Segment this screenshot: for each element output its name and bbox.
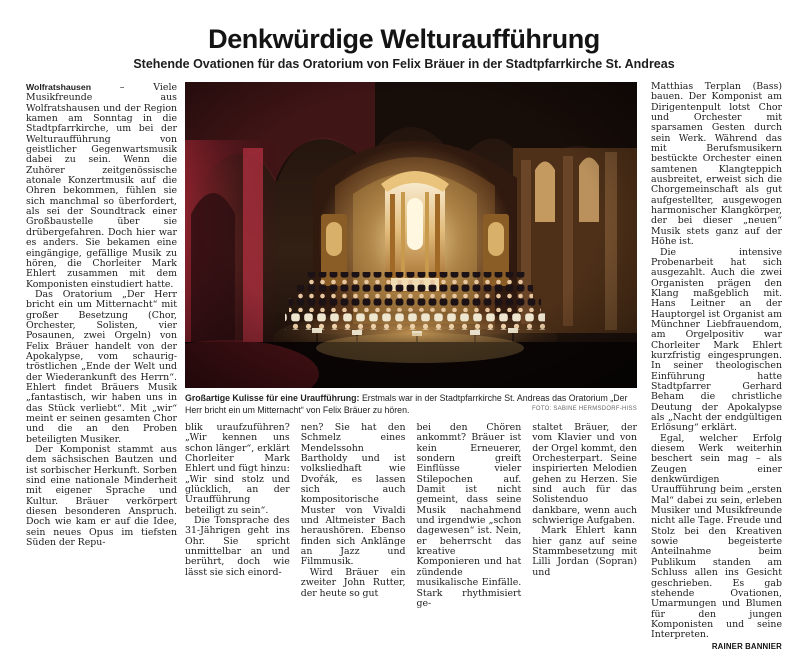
column-5 bbox=[532, 423, 637, 609]
caption-lead: Großartige Kulisse für eine Uraufführung: bbox=[185, 393, 360, 403]
center-section bbox=[185, 82, 637, 609]
paragraph: Die Tonsprache des 31-Jährigen geht ins Ohr. Sie spricht unmittelbar an und berührt, doch wie lässt sie sich einord- bbox=[185, 515, 290, 578]
column-2 bbox=[185, 423, 290, 609]
paragraph: Der Komponist stammt aus dem sächsischen Bautzen und ist sorbischer Herkunft. Sorben sind eine nationale Minderheit mit eigener Sprache und Kultur. Bräuer verkörpert diesen besonderen Anspruch. Doch wie kam er auf die Idee, sein neues Opus im tiefsten Süden der Repu- bbox=[26, 444, 177, 549]
paragraph: nen? Sie hat den Schmelz eines Mendelssohn Bartholdy und ist volksliedhaft wie Dvořák, es lassen sich auch kompositorische Muster von Vivaldi und Altmeister Bach heraushören. Ebenso finden sich Anklänge an Jazz und Filmmusik. bbox=[300, 422, 406, 568]
caption-text: Erstmals war in der Stadtpfarrkirche St. Andreas das Oratorium „Der Herr bricht ein um Mitternacht“ von Felix Bräuer zu hören. bbox=[185, 393, 628, 415]
headline: Denkwürdige Welturaufführung bbox=[208, 24, 600, 54]
article-body bbox=[26, 82, 782, 651]
subheadline: Stehende Ovationen für das Oratorium von Felix Bräuer in der Stadtpfarrkirche St. Andreas bbox=[133, 57, 675, 71]
paragraph: Das Oratorium „Der Herr bricht ein um Mitternacht“ mit großer Besetzung (Chor, Orchester, Solisten, vier Posaunen, zwei Orgeln) von Felix Bräuer handelt von der Apokalypse, vom schaurig-tröstlichen „Ende der Welt und der Wiederankunft des Herrn“. Ehlert findet Bräuers Musik „fantastisch, wir haben uns in das Stück verliebt“. Mit „wir“ meint er seinen gesamten Chor und die an den Proben beteiligten Musiker. bbox=[26, 288, 177, 445]
columns-under-photo bbox=[185, 423, 637, 609]
paragraph: bei den Chören ankommt? Bräuer ist kein Erneuerer, sondern greift Einflüsse vieler Stilepochen auf. Damit ist nicht gemeint, dass seine Musik nachahmend und irgendwie „schon dagewesen“ ist. Nein, er beherrscht das kreative Komponieren und hat zündende musikalische Einfälle. Stark rhythmisiert ge- bbox=[416, 422, 522, 609]
paragraph: Mark Ehlert kann hier ganz auf seine Stammbesetzung mit Lilli Jordan (Sopran) und bbox=[532, 525, 637, 578]
paragraph-text: Egal, welcher Erfolg diesem Werk weiterhin beschert sein mag – als Zeugen einer denkwürdigen Uraufführung beim „ersten Mal“ dabei zu sein, erleben Musiker und Musikfreunde nicht alle Tage. Freude und Stolz bei den Kreativen sowie begeisterte Anteilnahme beim Publikum standen am Schluss allen ins Gesicht geschrieben. Es gab stehende Ovationen, Umarmungen und Blumen für den jungen Komponisten und seine Interpreten. bbox=[651, 432, 782, 641]
paragraph: Die intensive Probenarbeit hat sich ausgezahlt. Auch die zwei Organisten prägen den Klang maßgeblich mit. Hans Leitner an der Hauptorgel ist Organist am Münchner Liebfrauendom, am Orgelpositiv war Chorleiter Mark Ehlert kurzfristig eingesprungen. In seiner theologischen Einführung hatte Stadtpfarrer Gerhard Beham die christliche Deutung der Apokalypse als „Nacht der endgültigen Erlösung“ erklärt. bbox=[651, 246, 782, 434]
column-3 bbox=[301, 423, 406, 609]
column-left bbox=[26, 82, 177, 548]
column-4 bbox=[417, 423, 522, 609]
photo-caption bbox=[185, 392, 637, 416]
dateline: Wolfratshausen bbox=[26, 82, 92, 92]
paragraph bbox=[651, 432, 782, 651]
paragraph: staltet Bräuer, der vom Klavier und von der Orgel kommt, den Orchesterpart. Seine inspirierten Melodien gehen zu Herzen. Sie sind auch für das Solistenduo dankbare, wenn auch schwierige Aufgaben. bbox=[532, 422, 637, 527]
church-concert-photo bbox=[185, 82, 637, 388]
paragraph: Wird Bräuer ein zweiter John Rutter, der heute so gut bbox=[300, 566, 406, 599]
paragraph: blik uraufzuführen? „Wir kennen uns schon länger“, erklärt Chorleiter Mark Ehlert und fügt hinzu: „Wir sind stolz und glücklich, an der Uraufführung beteiligt zu sein“. bbox=[185, 422, 290, 516]
paragraph: Matthias Terplan (Bass) bauen. Der Komponist am Dirigentenpult lotst Chor und Orchester mit sparsamen Gesten durch sein Werk. Während das mit Berufsmusikern bestückte Orchester einen samtenen Klangteppich ausbreitet, erweist sich die Chorgemeinschaft als gut aufgestellter, ausgewogen harmonischer Klangkörper, der bei dieser „neuen“ Musik stets ganz auf der Höhe ist. bbox=[651, 81, 782, 248]
paragraph bbox=[26, 82, 177, 290]
author-byline: RAINER BANNIER bbox=[711, 641, 782, 651]
article-header bbox=[26, 24, 782, 72]
column-right bbox=[651, 82, 782, 651]
paragraph-text: – Viele Musikfreunde aus Wolfratshausen und der Region kamen am Sonntag in die Stadtpfarrkirche, um bei der Welturaufführung von geistlicher Gegenwartsmusik dabei zu sein. Wenn die Zuhörer zeitgenössische atonale Konzertmusik auf die Ohren bekommen, fühlen sie sich manchmal so überfordert, als sei der Soundtrack einer Großbaustelle über sie drübergefahren. Doch hier war es anders. Sie bekamen eine eingängige, gefällige Musik zu hören, die Chorleiter Mark Ehlert zusammen mit dem Komponisten einstudiert hatte. bbox=[26, 82, 177, 290]
photo-credit: FOTO: SABINE HERMSDORF-HISS bbox=[532, 406, 637, 412]
